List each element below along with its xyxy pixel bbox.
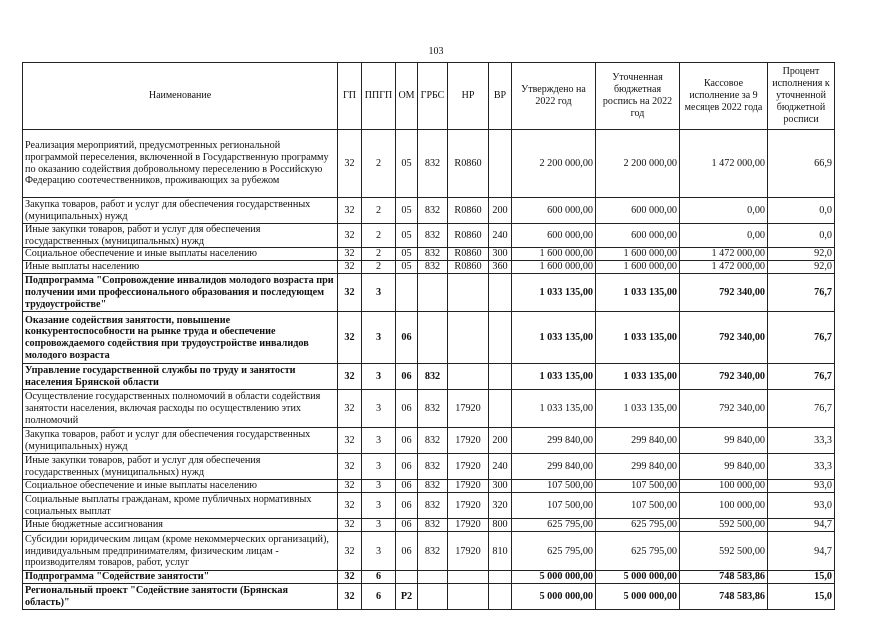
- cell-cash: 99 840,00: [680, 428, 768, 454]
- cell-approved: 625 795,00: [512, 519, 596, 532]
- cell-percent: 94,7: [768, 532, 835, 571]
- cell-refined: 5 000 000,00: [596, 571, 680, 584]
- cell-grbs: 832: [418, 454, 448, 480]
- cell-nr: [448, 584, 489, 610]
- cell-vr: [489, 274, 512, 312]
- cell-percent: 92,0: [768, 248, 835, 261]
- cell-grbs: 832: [418, 519, 448, 532]
- cell-cash: 792 340,00: [680, 364, 768, 390]
- cell-name: Социальное обеспечение и иные выплаты населению: [23, 480, 338, 493]
- cell-percent: 0,0: [768, 198, 835, 224]
- cell-ppgp: 3: [362, 493, 396, 519]
- cell-approved: 1 033 135,00: [512, 390, 596, 428]
- cell-gp: 32: [338, 130, 362, 198]
- cell-refined: 107 500,00: [596, 493, 680, 519]
- cell-om: 06: [396, 480, 418, 493]
- cell-vr: 200: [489, 428, 512, 454]
- cell-refined: 1 600 000,00: [596, 248, 680, 261]
- header-gp: ГП: [338, 63, 362, 130]
- cell-refined: 600 000,00: [596, 224, 680, 248]
- cell-approved: 107 500,00: [512, 480, 596, 493]
- header-name: Наименование: [23, 63, 338, 130]
- cell-nr: [448, 274, 489, 312]
- cell-vr: 240: [489, 454, 512, 480]
- cell-ppgp: 3: [362, 428, 396, 454]
- cell-cash: 0,00: [680, 198, 768, 224]
- cell-name: Подпрограмма "Сопровождение инвалидов молодого возраста при получении ими профессионального образования и последующем трудоустройстве": [23, 274, 338, 312]
- cell-refined: 625 795,00: [596, 519, 680, 532]
- cell-cash: 792 340,00: [680, 312, 768, 364]
- cell-om: 06: [396, 519, 418, 532]
- cell-om: 06: [396, 454, 418, 480]
- cell-ppgp: 3: [362, 364, 396, 390]
- cell-vr: 200: [489, 198, 512, 224]
- cell-cash: 748 583,86: [680, 584, 768, 610]
- cell-vr: 320: [489, 493, 512, 519]
- cell-approved: 1 600 000,00: [512, 261, 596, 274]
- cell-cash: 748 583,86: [680, 571, 768, 584]
- cell-cash: 792 340,00: [680, 274, 768, 312]
- cell-refined: 625 795,00: [596, 532, 680, 571]
- cell-percent: 93,0: [768, 480, 835, 493]
- cell-approved: 1 600 000,00: [512, 248, 596, 261]
- cell-gp: 32: [338, 248, 362, 261]
- cell-cash: 592 500,00: [680, 519, 768, 532]
- table-row: [23, 198, 835, 224]
- cell-grbs: 832: [418, 198, 448, 224]
- header-refined: Уточненная бюджетная роспись на 2022 год: [596, 63, 680, 130]
- cell-om: 06: [396, 390, 418, 428]
- cell-om: [396, 571, 418, 584]
- cell-vr: [489, 584, 512, 610]
- header-cash: Кассовое исполнение за 9 месяцев 2022 года: [680, 63, 768, 130]
- cell-grbs: 832: [418, 480, 448, 493]
- header-approved: Утверждено на 2022 год: [512, 63, 596, 130]
- cell-gp: 32: [338, 519, 362, 532]
- table-row: [23, 364, 835, 390]
- cell-ppgp: 6: [362, 571, 396, 584]
- table-row: [23, 274, 835, 312]
- cell-name: Подпрограмма "Содействие занятости": [23, 571, 338, 584]
- cell-percent: 76,7: [768, 312, 835, 364]
- cell-om: P2: [396, 584, 418, 610]
- cell-vr: [489, 364, 512, 390]
- cell-ppgp: 3: [362, 454, 396, 480]
- cell-percent: 0,0: [768, 224, 835, 248]
- cell-om: 05: [396, 261, 418, 274]
- cell-ppgp: 2: [362, 224, 396, 248]
- cell-om: 06: [396, 428, 418, 454]
- cell-ppgp: 2: [362, 198, 396, 224]
- cell-vr: [489, 390, 512, 428]
- cell-nr: R0860: [448, 130, 489, 198]
- cell-percent: 93,0: [768, 493, 835, 519]
- cell-name: Социальное обеспечение и иные выплаты населению: [23, 248, 338, 261]
- table-row: [23, 493, 835, 519]
- cell-nr: 17920: [448, 428, 489, 454]
- header-om: ОМ: [396, 63, 418, 130]
- cell-om: 05: [396, 224, 418, 248]
- cell-name: Иные закупки товаров, работ и услуг для обеспечения государственных (муниципальных) нужд: [23, 224, 338, 248]
- cell-gp: 32: [338, 312, 362, 364]
- cell-name: Управление государственной службы по труду и занятости населения Брянской области: [23, 364, 338, 390]
- cell-refined: 299 840,00: [596, 428, 680, 454]
- cell-refined: 1 033 135,00: [596, 364, 680, 390]
- table-row: [23, 261, 835, 274]
- cell-name: Осуществление государственных полномочий в области содействия занятости населения, включая расходы по осуществлению этих полномочий: [23, 390, 338, 428]
- cell-nr: 17920: [448, 480, 489, 493]
- cell-grbs: 832: [418, 224, 448, 248]
- cell-ppgp: 3: [362, 312, 396, 364]
- cell-vr: 810: [489, 532, 512, 571]
- cell-ppgp: 3: [362, 390, 396, 428]
- cell-gp: 32: [338, 584, 362, 610]
- table-row: [23, 571, 835, 584]
- cell-grbs: 832: [418, 532, 448, 571]
- cell-refined: 299 840,00: [596, 454, 680, 480]
- cell-gp: 32: [338, 454, 362, 480]
- cell-nr: 17920: [448, 519, 489, 532]
- table-row: [23, 532, 835, 571]
- cell-cash: 100 000,00: [680, 493, 768, 519]
- cell-refined: 1 033 135,00: [596, 390, 680, 428]
- cell-nr: R0860: [448, 261, 489, 274]
- cell-gp: 32: [338, 224, 362, 248]
- cell-cash: 99 840,00: [680, 454, 768, 480]
- cell-refined: 600 000,00: [596, 198, 680, 224]
- table-row: [23, 248, 835, 261]
- cell-cash: 1 472 000,00: [680, 261, 768, 274]
- cell-name: Реализация мероприятий, предусмотренных региональной программой переселения, включенной в Государственную программу по оказанию содействия добровольному переселению в Российскую Федерацию соотечественников, проживающих за рубежом: [23, 130, 338, 198]
- cell-percent: 94,7: [768, 519, 835, 532]
- cell-ppgp: 2: [362, 261, 396, 274]
- cell-om: 06: [396, 493, 418, 519]
- cell-ppgp: 3: [362, 532, 396, 571]
- table-header-row: [23, 63, 835, 130]
- cell-gp: 32: [338, 198, 362, 224]
- cell-approved: 5 000 000,00: [512, 584, 596, 610]
- cell-grbs: 832: [418, 261, 448, 274]
- cell-ppgp: 3: [362, 519, 396, 532]
- cell-approved: 107 500,00: [512, 493, 596, 519]
- cell-nr: [448, 312, 489, 364]
- cell-grbs: 832: [418, 493, 448, 519]
- cell-grbs: [418, 312, 448, 364]
- cell-gp: 32: [338, 390, 362, 428]
- cell-om: 06: [396, 364, 418, 390]
- table-row: [23, 480, 835, 493]
- header-percent: Процент исполнения к уточненной бюджетной росписи: [768, 63, 835, 130]
- cell-nr: 17920: [448, 532, 489, 571]
- cell-gp: 32: [338, 364, 362, 390]
- cell-gp: 32: [338, 480, 362, 493]
- cell-percent: 66,9: [768, 130, 835, 198]
- cell-name: Иные выплаты населению: [23, 261, 338, 274]
- table-body: [23, 130, 835, 610]
- cell-nr: [448, 571, 489, 584]
- cell-cash: 792 340,00: [680, 390, 768, 428]
- cell-grbs: [418, 584, 448, 610]
- cell-gp: 32: [338, 428, 362, 454]
- cell-vr: [489, 312, 512, 364]
- cell-approved: 1 033 135,00: [512, 274, 596, 312]
- cell-cash: 100 000,00: [680, 480, 768, 493]
- cell-name: Региональный проект "Содействие занятости (Брянская область)": [23, 584, 338, 610]
- table-row: [23, 584, 835, 610]
- cell-ppgp: 2: [362, 248, 396, 261]
- cell-nr: [448, 364, 489, 390]
- cell-vr: [489, 571, 512, 584]
- cell-percent: 76,7: [768, 364, 835, 390]
- cell-approved: 299 840,00: [512, 428, 596, 454]
- cell-approved: 600 000,00: [512, 224, 596, 248]
- cell-refined: 2 200 000,00: [596, 130, 680, 198]
- cell-gp: 32: [338, 532, 362, 571]
- cell-vr: 300: [489, 480, 512, 493]
- cell-name: Оказание содействия занятости, повышение конкурентоспособности на рынке труда и обеспечение сопровождаемого содействия при трудоустройстве инвалидов молодого возраста: [23, 312, 338, 364]
- cell-om: 06: [396, 312, 418, 364]
- cell-percent: 76,7: [768, 274, 835, 312]
- cell-approved: 625 795,00: [512, 532, 596, 571]
- cell-vr: [489, 130, 512, 198]
- table-row: [23, 428, 835, 454]
- table-row: [23, 390, 835, 428]
- cell-name: Субсидии юридическим лицам (кроме некоммерческих организаций), индивидуальным предпринимателям, физическим лицам - производителям товаров, работ, услуг: [23, 532, 338, 571]
- cell-cash: 1 472 000,00: [680, 130, 768, 198]
- cell-nr: 17920: [448, 390, 489, 428]
- cell-approved: 600 000,00: [512, 198, 596, 224]
- header-vr: ВР: [489, 63, 512, 130]
- header-nr: НР: [448, 63, 489, 130]
- cell-ppgp: 6: [362, 584, 396, 610]
- cell-gp: 32: [338, 571, 362, 584]
- cell-grbs: 832: [418, 364, 448, 390]
- cell-gp: 32: [338, 261, 362, 274]
- cell-refined: 107 500,00: [596, 480, 680, 493]
- cell-vr: 300: [489, 248, 512, 261]
- table-row: [23, 224, 835, 248]
- cell-cash: 0,00: [680, 224, 768, 248]
- cell-approved: 1 033 135,00: [512, 364, 596, 390]
- table-row: [23, 130, 835, 198]
- cell-om: [396, 274, 418, 312]
- header-grbs: ГРБС: [418, 63, 448, 130]
- cell-refined: 1 600 000,00: [596, 261, 680, 274]
- cell-refined: 5 000 000,00: [596, 584, 680, 610]
- cell-cash: 592 500,00: [680, 532, 768, 571]
- page-number: 103: [428, 46, 444, 57]
- cell-percent: 15,0: [768, 571, 835, 584]
- cell-ppgp: 2: [362, 130, 396, 198]
- cell-percent: 15,0: [768, 584, 835, 610]
- cell-om: 05: [396, 248, 418, 261]
- cell-name: Закупка товаров, работ и услуг для обеспечения государственных (муниципальных) нужд: [23, 198, 338, 224]
- cell-refined: 1 033 135,00: [596, 312, 680, 364]
- table-row: [23, 312, 835, 364]
- cell-approved: 5 000 000,00: [512, 571, 596, 584]
- cell-name: Закупка товаров, работ и услуг для обеспечения государственных (муниципальных) нужд: [23, 428, 338, 454]
- cell-gp: 32: [338, 274, 362, 312]
- cell-approved: 1 033 135,00: [512, 312, 596, 364]
- cell-om: 05: [396, 130, 418, 198]
- budget-execution-table: [22, 62, 835, 610]
- cell-percent: 76,7: [768, 390, 835, 428]
- cell-percent: 33,3: [768, 428, 835, 454]
- table-row: [23, 454, 835, 480]
- cell-nr: 17920: [448, 493, 489, 519]
- cell-vr: 360: [489, 261, 512, 274]
- cell-nr: R0860: [448, 224, 489, 248]
- cell-gp: 32: [338, 493, 362, 519]
- cell-om: 06: [396, 532, 418, 571]
- cell-grbs: 832: [418, 130, 448, 198]
- cell-om: 05: [396, 198, 418, 224]
- cell-ppgp: 3: [362, 480, 396, 493]
- cell-grbs: [418, 274, 448, 312]
- cell-vr: 800: [489, 519, 512, 532]
- cell-percent: 92,0: [768, 261, 835, 274]
- cell-cash: 1 472 000,00: [680, 248, 768, 261]
- cell-percent: 33,3: [768, 454, 835, 480]
- cell-approved: 299 840,00: [512, 454, 596, 480]
- cell-name: Социальные выплаты гражданам, кроме публичных нормативных социальных выплат: [23, 493, 338, 519]
- cell-ppgp: 3: [362, 274, 396, 312]
- cell-grbs: 832: [418, 248, 448, 261]
- cell-grbs: 832: [418, 390, 448, 428]
- cell-refined: 1 033 135,00: [596, 274, 680, 312]
- cell-name: Иные бюджетные ассигнования: [23, 519, 338, 532]
- cell-grbs: 832: [418, 428, 448, 454]
- cell-nr: R0860: [448, 248, 489, 261]
- header-ppgp: ППГП: [362, 63, 396, 130]
- cell-approved: 2 200 000,00: [512, 130, 596, 198]
- cell-grbs: [418, 571, 448, 584]
- cell-nr: R0860: [448, 198, 489, 224]
- table-row: [23, 519, 835, 532]
- cell-name: Иные закупки товаров, работ и услуг для обеспечения государственных (муниципальных) нужд: [23, 454, 338, 480]
- cell-nr: 17920: [448, 454, 489, 480]
- cell-vr: 240: [489, 224, 512, 248]
